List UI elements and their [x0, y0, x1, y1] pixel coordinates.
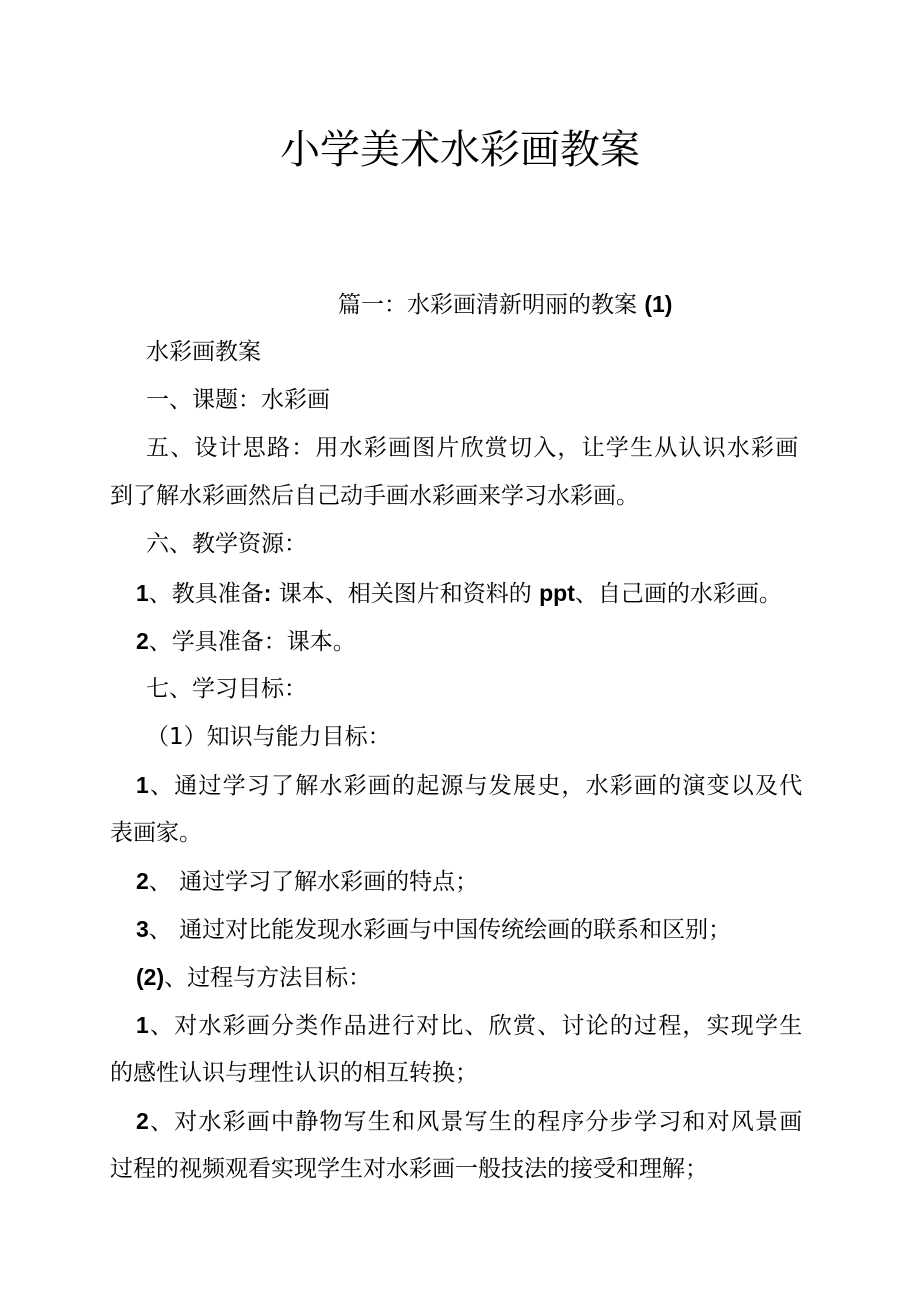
line-text: 、对水彩画分类作品进行对比、欣赏、讨论的过程，实现学生	[150, 1013, 804, 1039]
paragraph-line: 五、设计思路：用水彩画图片欣赏切入，让学生从认识水彩画	[146, 435, 800, 461]
paragraph-line	[136, 624, 356, 659]
paragraph-line: 过程的视频观看实现学生对水彩画一般技法的接受和理解；	[110, 1156, 708, 1182]
paragraph-line	[136, 912, 731, 947]
paragraph-line: 表画家。	[110, 820, 202, 846]
document-title: 小学美术水彩画教案	[280, 127, 640, 173]
paragraph-line: 到了解水彩画然后自己动手画水彩画来学习水彩画。	[110, 483, 639, 509]
list-number: 3	[136, 916, 149, 942]
section-heading-number: (1)	[644, 291, 673, 317]
paragraph-line	[136, 1104, 803, 1139]
line-text: 、 通过对比能发现水彩画与中国传统绘画的联系和区别；	[148, 917, 732, 943]
line-text: 、学具准备：课本。	[148, 629, 356, 655]
section-heading	[338, 287, 672, 322]
paragraph-line	[136, 960, 371, 995]
list-number: 1	[136, 580, 149, 606]
list-number: 2	[136, 1108, 150, 1134]
list-number: (2)	[136, 964, 165, 990]
line-text: 、过程与方法目标：	[164, 965, 372, 991]
colon-mark: :	[263, 580, 272, 606]
paragraph-line: 水彩画教案	[146, 339, 261, 365]
list-number: 1	[136, 772, 150, 798]
line-text: 、自己画的水彩画。	[574, 581, 782, 607]
list-number: 1	[136, 1012, 150, 1038]
list-number: 2	[136, 868, 149, 894]
paragraph-line: 六、教学资源：	[146, 531, 307, 557]
paragraph-line: 七、学习目标：	[146, 676, 307, 702]
paragraph-line	[136, 1008, 803, 1043]
line-text: 、通过学习了解水彩画的起源与发展史，水彩画的演变以及代	[150, 773, 804, 799]
line-text: 、 通过学习了解水彩画的特点；	[148, 869, 479, 895]
section-heading-text: 篇一：水彩画清新明丽的教案	[338, 292, 637, 318]
paragraph-line: 一、课题：水彩画	[146, 387, 330, 413]
paragraph-line: （1）知识与能力目标：	[146, 724, 391, 750]
ppt-label: ppt	[539, 580, 575, 606]
paragraph-line	[136, 576, 782, 611]
line-text: 、教具准备	[148, 581, 264, 607]
paragraph-line: 的感性认识与理性认识的相互转换；	[110, 1060, 478, 1086]
line-text: 、对水彩画中静物写生和风景写生的程序分步学习和对风景画	[150, 1109, 804, 1135]
list-number: 2	[136, 628, 149, 654]
paragraph-line	[136, 864, 478, 899]
line-text: 课本、相关图片和资料的	[271, 581, 540, 607]
paragraph-line	[136, 768, 803, 803]
